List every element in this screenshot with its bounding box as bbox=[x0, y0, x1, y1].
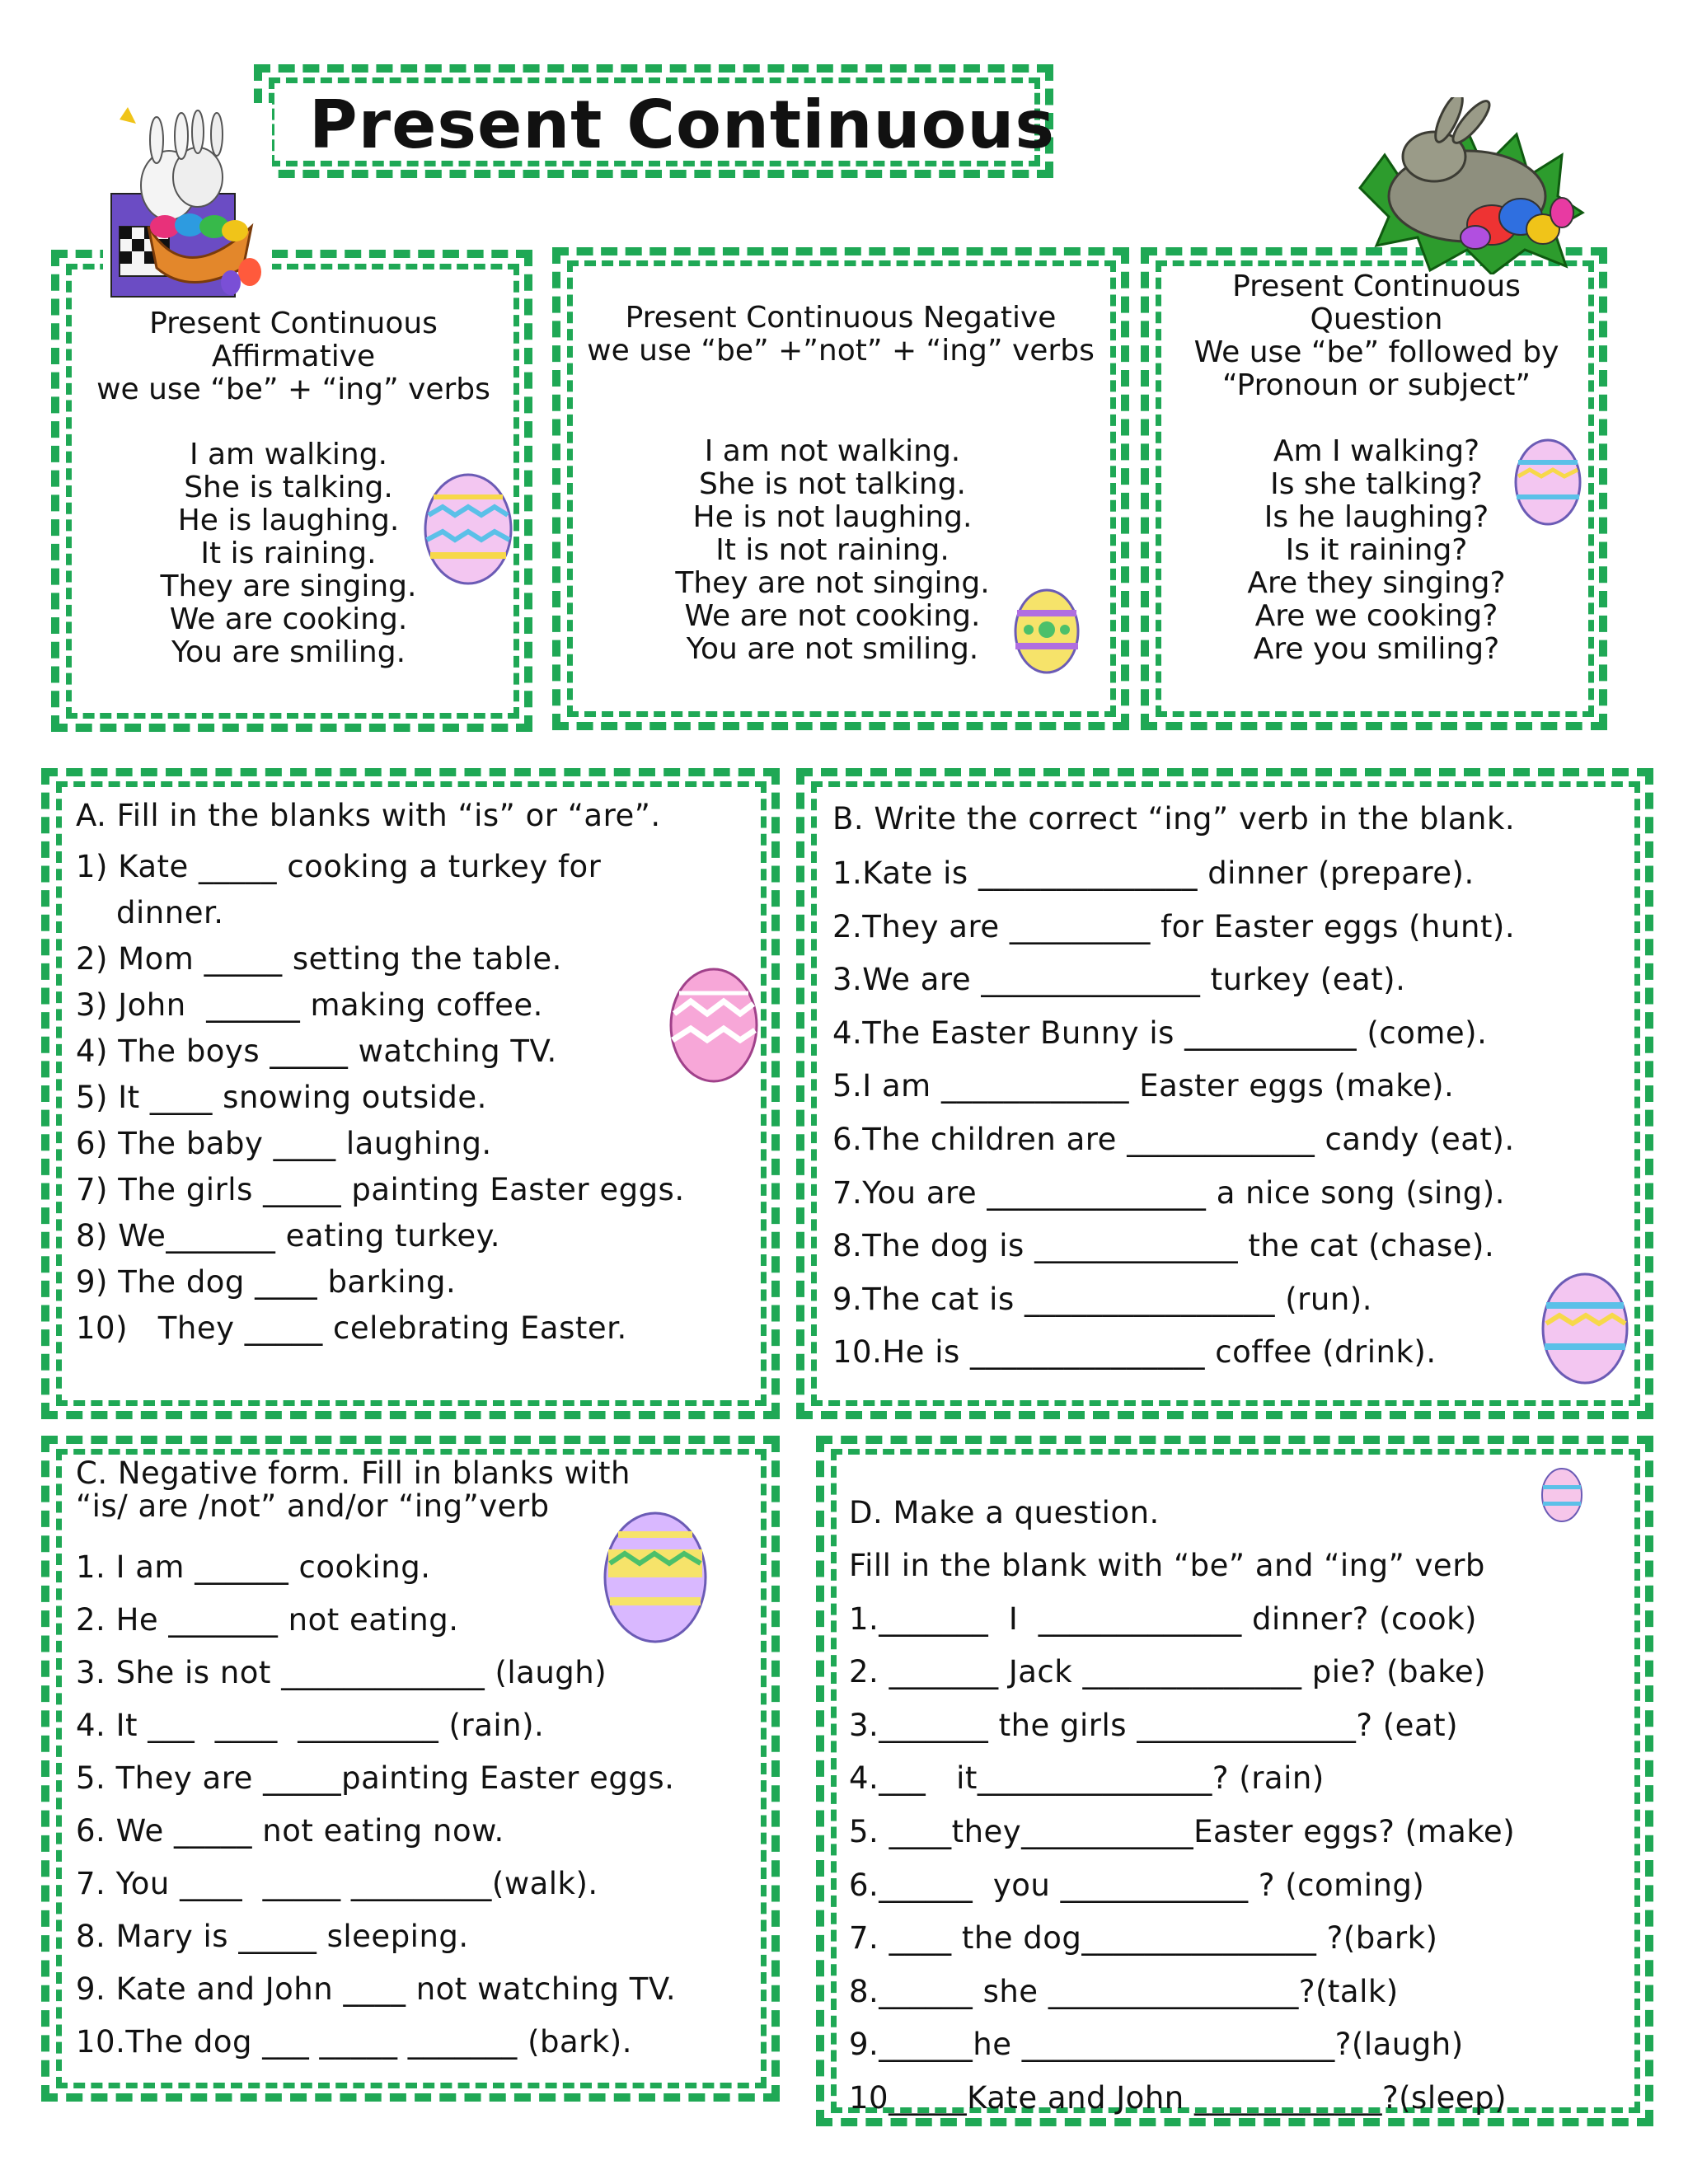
exercise-d-item: 9.______he ____________________?(laugh) bbox=[849, 2027, 1464, 2063]
exercise-c-item: 4. It ___ ____ _________ (rain). bbox=[76, 1708, 545, 1743]
exercise-d-heading: Fill in the blank with “be” and “ing” verb bbox=[849, 1548, 1485, 1583]
exercise-c-heading: “is/ are /not” and/or “ing”verb bbox=[76, 1488, 550, 1524]
exercise-c-item: 8. Mary is _____ sleeping. bbox=[76, 1919, 469, 1954]
exercise-c-item: 3. She is not _____________ (laugh) bbox=[76, 1655, 607, 1690]
exercise-c-item: 2. He _______ not eating. bbox=[76, 1602, 459, 1638]
exercise-b-item: 10.He is _______________ coffee (drink). bbox=[832, 1334, 1437, 1371]
question-examples: Am I walking? Is she talking? Is he laughing? Is it raining? Are they singing? Are we cooking? Are you smiling? bbox=[1247, 434, 1506, 666]
exercise-b-item: 3.We are ______________ turkey (eat). bbox=[832, 962, 1406, 998]
exercise-b-item: 5.I am ____________ Easter eggs (make). bbox=[832, 1068, 1455, 1104]
exercise-a-item: 10) They _____ celebrating Easter. bbox=[76, 1310, 627, 1346]
exercise-a bbox=[76, 799, 685, 1345]
affirmative-examples: I am walking. She is talking. He is laughing. It is raining. They are singing. We are cooking. You are smiling. bbox=[160, 438, 417, 669]
exercise-a-item: 3) John ______ making coffee. bbox=[76, 987, 543, 1023]
exercise-b bbox=[832, 803, 1515, 1390]
negative-heading: Present Continuous Negative we use “be” +”not” + “ing” verbs bbox=[587, 301, 1095, 368]
exercise-b-item: 7.You are ______________ a nice song (sing). bbox=[832, 1174, 1505, 1211]
page-title: Present Continuous bbox=[309, 87, 1055, 163]
exercise-a-item: 2) Mom _____ setting the table. bbox=[76, 941, 562, 977]
exercise-d-item: 8.______ she ________________?(talk) bbox=[849, 1973, 1399, 2009]
exercise-c bbox=[76, 1457, 676, 2059]
exercise-a-heading: A. Fill in the blanks with “is” or “are”. bbox=[76, 798, 661, 833]
exercise-d-item: 2. _______ Jack ______________ pie? (bake) bbox=[849, 1654, 1487, 1690]
exercise-c-item: 6. We _____ not eating now. bbox=[76, 1813, 504, 1849]
exercise-b-item: 6.The children are ____________ candy (eat). bbox=[832, 1121, 1515, 1157]
exercise-b-heading: B. Write the correct “ing” verb in the blank. bbox=[832, 801, 1516, 837]
exercise-b-item: 4.The Easter Bunny is ___________ (come). bbox=[832, 1015, 1488, 1051]
exercise-b-item: 9.The cat is ________________ (run). bbox=[832, 1281, 1372, 1317]
exercise-a-item: dinner. bbox=[76, 895, 224, 930]
exercise-c-item: 9. Kate and John ____ not watching TV. bbox=[76, 1971, 677, 2007]
exercise-a-item: 4) The boys _____ watching TV. bbox=[76, 1033, 557, 1069]
exercise-a-item: 5) It ____ snowing outside. bbox=[76, 1080, 487, 1115]
exercise-d-item: 7. ____ the dog_______________ ?(bark) bbox=[849, 1920, 1438, 1957]
exercise-d-item: 3._______ the girls ______________? (eat) bbox=[849, 1707, 1459, 1743]
exercise-c-item: 1. I am ______ cooking. bbox=[76, 1549, 431, 1585]
exercise-c-item: 10.The dog ___ _____ _______ (bark). bbox=[76, 2024, 633, 2060]
exercise-d-item: 1._______ I _____________ dinner? (cook) bbox=[849, 1601, 1477, 1637]
exercise-c-heading: C. Negative form. Fill in blanks with bbox=[76, 1455, 631, 1491]
easter-egg-icon bbox=[1540, 1465, 1584, 1523]
exercise-d-heading: D. Make a question. bbox=[849, 1495, 1160, 1530]
exercise-d-item: 10_____Kate and John ____________?(sleep) bbox=[849, 2079, 1507, 2116]
exercise-c-item: 5. They are _____painting Easter eggs. bbox=[76, 1760, 675, 1796]
exercise-a-item: 7) The girls _____ painting Easter eggs. bbox=[76, 1172, 685, 1207]
affirmative-heading: Present Continuous Affirmative we use “be” + “ing” verbs bbox=[96, 307, 490, 406]
exercise-d bbox=[849, 1497, 1515, 2135]
easter-egg-icon bbox=[1540, 1269, 1630, 1385]
exercise-d-item: 6.______ you ____________ ? (coming) bbox=[849, 1867, 1425, 1903]
exercise-a-item: 9) The dog ____ barking. bbox=[76, 1264, 457, 1300]
exercise-a-item: 1) Kate _____ cooking a turkey for bbox=[76, 849, 602, 884]
question-heading: Present Continuous Question We use “be” followed by “Pronoun or subject” bbox=[1193, 269, 1559, 402]
negative-examples: I am not walking. She is not talking. He is not laughing. It is not raining. They are not singing. We are not cooking. You are not smiling. bbox=[675, 434, 990, 666]
exercise-a-item: 8) We_______ eating turkey. bbox=[76, 1218, 501, 1254]
exercise-b-item: 8.The dog is _____________ the cat (chase). bbox=[832, 1228, 1495, 1264]
exercise-d-item: 4.___ it_______________? (rain) bbox=[849, 1760, 1325, 1797]
exercise-d-item: 5. ____they___________Easter eggs? (make) bbox=[849, 1813, 1516, 1849]
rabbit-eggs-clipart bbox=[1352, 97, 1587, 274]
exercise-b-item: 1.Kate is ______________ dinner (prepare). bbox=[832, 855, 1475, 891]
exercise-c-item: 7. You ____ _____ _________(walk). bbox=[76, 1866, 598, 1901]
exercise-b-item: 2.They are _________ for Easter eggs (hunt). bbox=[832, 908, 1516, 944]
bunnies-basket-clipart bbox=[103, 103, 272, 301]
exercise-a-item: 6) The baby ____ laughing. bbox=[76, 1126, 492, 1161]
